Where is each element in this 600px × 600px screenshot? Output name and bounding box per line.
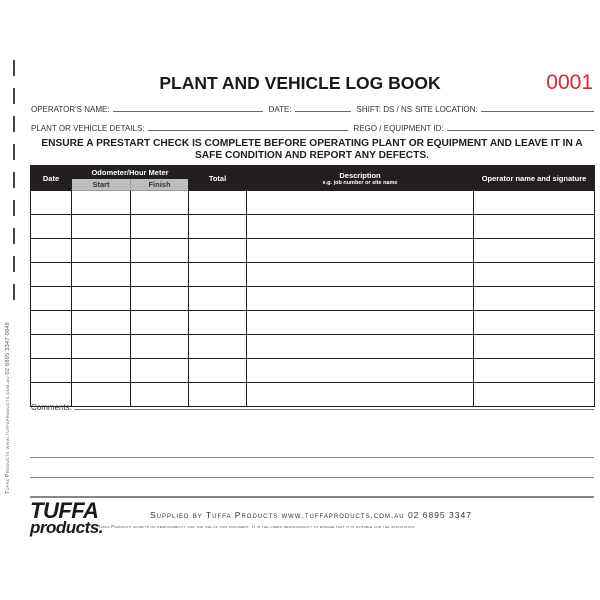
start-cell[interactable] <box>72 215 131 239</box>
operator-cell[interactable] <box>474 191 595 215</box>
rego-id-label: REGO / EQUIPMENT ID: <box>353 124 444 133</box>
col-header-description <box>247 166 474 191</box>
finish-cell[interactable] <box>131 191 189 215</box>
total-cell[interactable] <box>189 311 247 335</box>
perforation-mark <box>13 284 15 300</box>
col-header-start: Start <box>72 179 131 191</box>
date-cell[interactable] <box>31 191 72 215</box>
operator-cell[interactable] <box>474 359 595 383</box>
operator-cell[interactable] <box>474 287 595 311</box>
table-row <box>31 215 595 239</box>
total-cell[interactable] <box>189 263 247 287</box>
start-cell[interactable] <box>72 335 131 359</box>
description-cell[interactable] <box>247 335 474 359</box>
table-row <box>31 311 595 335</box>
tuffa-logo <box>30 498 103 537</box>
start-cell[interactable] <box>72 239 131 263</box>
header-fields-row-2 <box>31 119 594 133</box>
description-cell[interactable] <box>247 311 474 335</box>
finish-cell[interactable] <box>131 359 189 383</box>
perforation-mark <box>13 116 15 132</box>
disclaimer-text: Tuffa Products accepts no responsibility for the use of this document. It is the users responsibility to ensure that it is suitable for the application. <box>98 524 416 529</box>
col-header-finish: Finish <box>131 179 189 191</box>
operator-cell[interactable] <box>474 239 595 263</box>
perforation-mark <box>13 200 15 216</box>
finish-cell[interactable] <box>131 263 189 287</box>
description-cell[interactable] <box>247 263 474 287</box>
plant-details-label: PLANT OR VEHICLE DETAILS: <box>31 124 145 133</box>
total-cell[interactable] <box>189 359 247 383</box>
finish-cell[interactable] <box>131 311 189 335</box>
description-cell[interactable] <box>247 239 474 263</box>
logo-text-tuffa: TUFFA <box>30 498 99 523</box>
table-row <box>31 263 595 287</box>
date-cell[interactable] <box>31 215 72 239</box>
comments-row <box>31 403 594 412</box>
col-header-date: Date <box>31 166 72 191</box>
side-contact-text: Tuffa Products www.tuffaproducts.com.au 02 6895 3347 0849 <box>5 321 11 495</box>
operator-cell[interactable] <box>474 263 595 287</box>
total-cell[interactable] <box>189 215 247 239</box>
date-cell[interactable] <box>31 335 72 359</box>
start-cell[interactable] <box>72 311 131 335</box>
table-row <box>31 191 595 215</box>
total-cell[interactable] <box>189 335 247 359</box>
log-table <box>30 165 595 407</box>
date-cell[interactable] <box>31 287 72 311</box>
supplied-by-text: Supplied by Tuffa Products www.tuffaproducts.com.au 02 6895 3347 <box>150 510 472 520</box>
description-cell[interactable] <box>247 287 474 311</box>
start-cell[interactable] <box>72 287 131 311</box>
description-cell[interactable] <box>247 359 474 383</box>
operator-cell[interactable] <box>474 311 595 335</box>
col-header-total: Total <box>189 166 247 191</box>
table-row <box>31 335 595 359</box>
date-field[interactable] <box>295 111 351 112</box>
date-cell[interactable] <box>31 311 72 335</box>
total-cell[interactable] <box>189 287 247 311</box>
description-cell[interactable] <box>247 215 474 239</box>
perforation-mark <box>13 228 15 244</box>
shift-label: SHIFT: DS / NS <box>356 105 413 114</box>
operator-name-field[interactable] <box>113 111 263 112</box>
safety-warning: ENSURE A PRESTART CHECK IS COMPLETE BEFORE OPERATING PLANT OR EQUIPMENT AND LEAVE IT IN A SAFE CONDITION AND REPORT ANY DEFECTS. <box>41 138 583 161</box>
operator-name-label: OPERATOR'S NAME: <box>31 105 110 114</box>
logo-text-products: products. <box>30 517 103 537</box>
footer-divider <box>30 496 594 498</box>
site-location-field[interactable] <box>481 111 594 112</box>
date-label: DATE: <box>268 105 292 114</box>
operator-cell[interactable] <box>474 335 595 359</box>
finish-cell[interactable] <box>131 239 189 263</box>
perforation-mark <box>13 256 15 272</box>
finish-cell[interactable] <box>131 287 189 311</box>
operator-cell[interactable] <box>474 215 595 239</box>
rego-id-field[interactable] <box>447 130 594 131</box>
comments-field-line-1[interactable] <box>74 409 594 410</box>
comments-label: Comments: <box>31 403 72 412</box>
finish-cell[interactable] <box>131 215 189 239</box>
table-row <box>31 239 595 263</box>
comments-field-line-3[interactable] <box>30 477 594 478</box>
header-fields-row-1 <box>31 100 594 114</box>
date-cell[interactable] <box>31 239 72 263</box>
col-header-operator: Operator name and signature <box>474 166 595 191</box>
date-cell[interactable] <box>31 263 72 287</box>
perforation-mark <box>13 172 15 188</box>
table-row <box>31 359 595 383</box>
table-row <box>31 287 595 311</box>
description-hint: e.g. job number or site name <box>322 179 398 186</box>
comments-field-line-2[interactable] <box>30 457 594 458</box>
total-cell[interactable] <box>189 191 247 215</box>
start-cell[interactable] <box>72 263 131 287</box>
page-title: PLANT AND VEHICLE LOG BOOK <box>159 73 441 93</box>
perforation-mark <box>13 144 15 160</box>
site-location-label: SITE LOCATION: <box>415 105 478 114</box>
plant-details-field[interactable] <box>148 130 348 131</box>
description-cell[interactable] <box>247 191 474 215</box>
date-cell[interactable] <box>31 359 72 383</box>
total-cell[interactable] <box>189 239 247 263</box>
serial-number: 0001 <box>546 71 593 94</box>
start-cell[interactable] <box>72 191 131 215</box>
description-title: Description <box>339 170 381 180</box>
col-header-odometer: Odometer/Hour Meter <box>72 166 189 179</box>
finish-cell[interactable] <box>131 335 189 359</box>
start-cell[interactable] <box>72 359 131 383</box>
